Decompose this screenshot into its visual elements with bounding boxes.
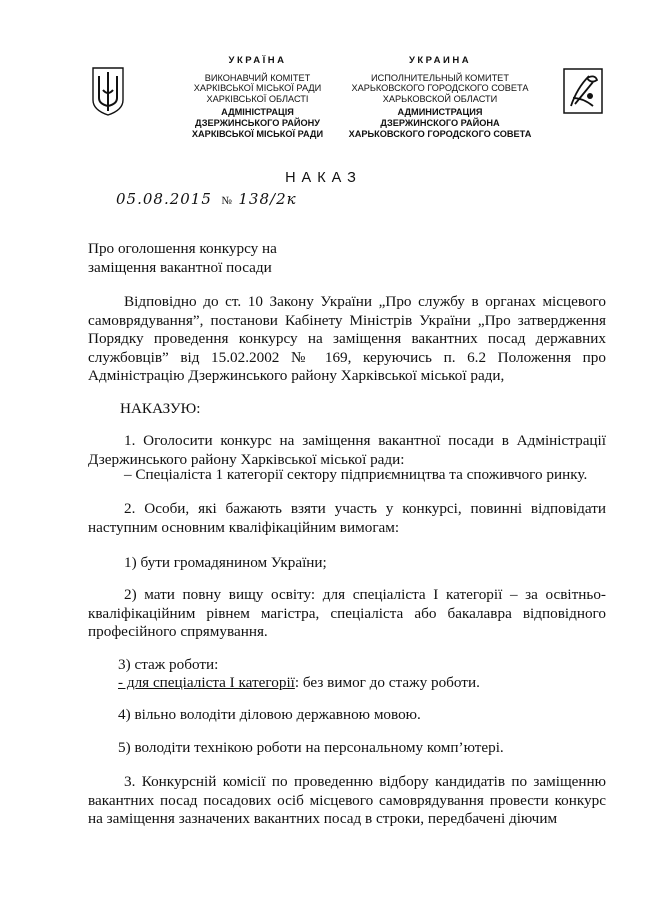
order-date-number <box>116 190 297 209</box>
subject-line: Про оголошення конкурсу на <box>88 240 277 257</box>
order-date: 05.08.2015 <box>116 190 212 208</box>
header-line: ВИКОНАВЧИЙ КОМІТЕТ <box>204 72 311 83</box>
order-word: НАКАЗУЮ: <box>120 400 201 417</box>
kharkiv-coat-of-arms-icon <box>563 68 603 114</box>
order-number: 138/2к <box>238 190 297 208</box>
requirement-4: 4) вільно володіти діловою державною мовою. <box>118 706 421 723</box>
item-1: 1. Оголосити конкурс на заміщення вакантної посади в Адміністрації Дзержинського району Харківської міської ради: <box>88 432 606 468</box>
requirement-1: 1) бути громадянином України; <box>124 554 327 571</box>
header-ukrainian <box>160 56 355 139</box>
preamble-paragraph: Відповідно до ст. 10 Закону України „Про службу в органах місцевого самоврядування”, постанови Кабінету Міністрів України „Про затвердження Порядку проведення конкурсу на заміщення вакантних посад державних службовців” від 15.02.2002 № 169, керуючись п. 6.2 Положення про Адміністрацію Дзержинського району Харківської міської ради, <box>88 293 606 385</box>
requirement-3-condition: : без вимог до стажу роботи. <box>294 674 480 691</box>
requirement-2: 2) мати повну вищу освіту: для спеціаліста І категорії – за освітньо-кваліфікаційним рівнем магістра, спеціаліста або бакалавра відповідного професійного спрямування. <box>88 586 606 641</box>
header-line: ХАРКІВСЬКОЇ МІСЬКОЇ РАДИ <box>193 83 322 94</box>
requirement-3: 3) стаж роботи: <box>118 656 219 673</box>
header-admin-line: ХАРКІВСЬКОЇ МІСЬКОЇ РАДИ <box>191 128 324 139</box>
header-admin-line: ДЗЕРЖИНСЬКОГО РАЙОНУ <box>195 117 320 128</box>
item-2: 2. Особи, які бажають взяти участь у конкурсі, повинні відповідати наступним основним кваліфікаційним вимогам: <box>88 500 606 536</box>
subject-line: заміщення вакантної посади <box>88 258 272 276</box>
document-title: НАКАЗ <box>285 170 362 186</box>
header-admin-line: ДЗЕРЖИНСКОГО РАЙОНА <box>380 117 500 128</box>
header-line: ХАРЬКОВСКОЙ ОБЛАСТИ <box>382 93 498 104</box>
number-label: № <box>221 195 232 207</box>
order-subject <box>88 240 348 277</box>
header-line: ХАРЬКОВСКОГО ГОРОДСКОГО СОВЕТА <box>351 83 529 94</box>
ukraine-trident-emblem-icon <box>91 66 125 116</box>
header-admin-line: АДМИНИСТРАЦИЯ <box>397 107 483 118</box>
header-admin-line: АДМІНІСТРАЦІЯ <box>221 107 294 118</box>
item-1-position: – Спеціаліста 1 категорії сектору підприємництва та споживчого ринку. <box>124 466 588 483</box>
header-admin-line: ХАРЬКОВСКОГО ГОРОДСКОГО СОВЕТА <box>348 128 532 139</box>
header-line: ИСПОЛНИТЕЛЬНЫЙ КОМИТЕТ <box>371 72 509 83</box>
requirement-3-category: - для спеціаліста І категорії <box>118 674 295 691</box>
country-name: УКРАЇНА <box>228 55 287 66</box>
country-name: УКРАИНА <box>408 55 472 66</box>
header-russian <box>340 56 540 139</box>
header-line: ХАРКІВСЬКОЇ ОБЛАСТІ <box>206 93 309 104</box>
requirement-5: 5) володіти технікою роботи на персональному комп’ютері. <box>118 739 504 756</box>
item-3: 3. Конкурсній комісії по проведенню відбору кандидатів по заміщенню вакантних посад посадових осіб місцевого самоврядування провести конкурс на заміщення зазначених вакантних посад в строки, передбачені діючим <box>88 773 606 828</box>
requirement-3-detail <box>118 674 606 693</box>
